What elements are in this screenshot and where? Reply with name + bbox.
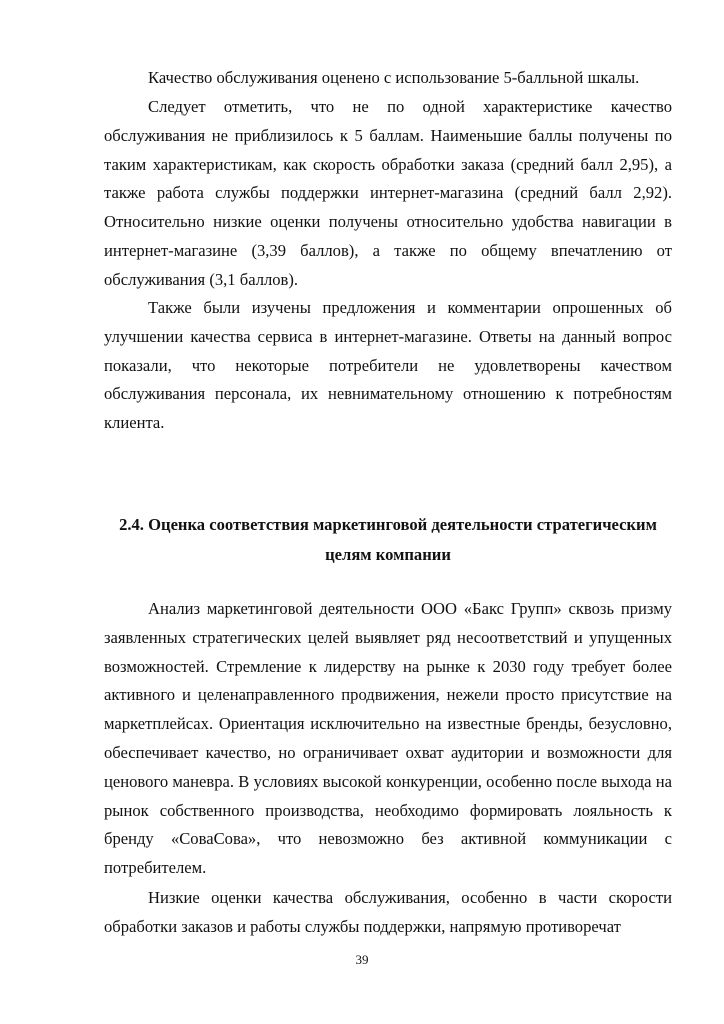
section-heading: 2.4. Оценка соответствия маркетинговой деятельности стратегическим целям компании	[119, 515, 657, 564]
paragraph-marketing-analysis: Анализ маркетинговой деятельности ООО «Бакс Групп» сквозь призму заявленных стратегических целей выявляет ряд несоответствий и упущенных возможностей. Стремление к лидерству на рынке к 2030 году требует более активного и целенаправленного продвижения, нежели просто присутствие на маркетплейсах. Ориентация исключительно на известные бренды, безусловно, обеспечивает качество, но ограничивает охват аудитории и возможности для ценового маневра. В условиях высокой конкуренции, особенно после выхода на рынок собственного производства, необходимо формировать лояльность к бренду «СоваСова», что невозможно без активной коммуникации с потребителем.	[104, 599, 672, 878]
page-number: 39	[355, 952, 369, 967]
paragraph-service-quality: Низкие оценки качества обслуживания, особенно в части скорости обработки заказов и работы службы поддержки, напрямую противоречат	[104, 888, 672, 936]
paragraph-customer-comments: Также были изучены предложения и комментарии опрошенных об улучшении качества сервиса в интернет-магазине. Ответы на данный вопрос показали, что некоторые потребители не удовлетворены качеством обслуживания персонала, их невнимательному отношению к потребностям клиента.	[104, 298, 672, 433]
paragraph-rating-results: Следует отметить, что не по одной характеристике качество обслуживания не приблизилось к 5 баллам. Наименьшие баллы получены по таким характеристикам, как скорость обработки заказа (средний балл 2,95), а также работа службы поддержки интернет-магазина (средний балл 2,92). Относительно низкие оценки получены относительно удобства навигации в интернет-магазине (3,39 баллов), а также по общему впечатлению от обслуживания (3,1 баллов).	[104, 97, 672, 289]
paragraph-rating-scale: Качество обслуживания оценено с использование 5-балльной шкалы.	[148, 68, 640, 87]
